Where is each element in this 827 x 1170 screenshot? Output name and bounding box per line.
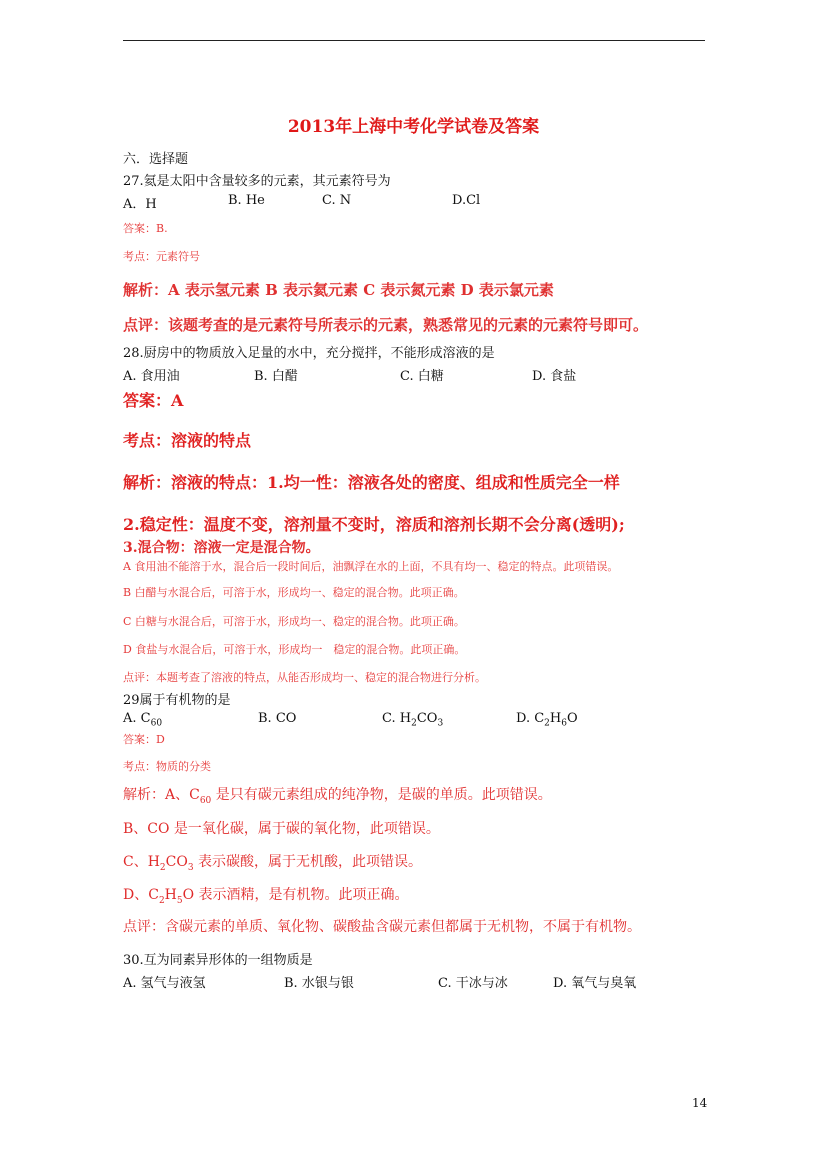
q29-analysis-c: C、$H_2CO_3$ 表示碳酸，属于无机酸，此项错误。: [123, 854, 423, 873]
q29-analysis-d: D、$C_2H_5O$ 表示酒精，是有机物。此项正确。: [123, 887, 409, 906]
q29-option-d: D. $C_2H_6O$: [516, 711, 578, 729]
q30-stem: 30.互为同素异形体的一组物质是: [123, 953, 313, 968]
q29-option-a: A. $C_{60}$: [123, 711, 163, 729]
q28-detail-c: C 白糖与水混合后，可溶于水，形成均一、稳定的混合物。此项正确。: [123, 615, 465, 628]
q28-option-a: A. 食用油: [123, 369, 180, 384]
q28-comment: 点评：本题考查了溶液的特点，从能否形成均一、稳定的混合物进行分析。: [123, 671, 486, 684]
header-rule: [123, 40, 705, 41]
q27-option-b: B. He: [228, 193, 265, 208]
q28-point: 考点：溶液的特点: [123, 431, 252, 450]
q27-point: 考点：元素符号: [123, 250, 200, 263]
q29-point: 考点：物质的分类: [123, 760, 211, 773]
q29-option-b: B. CO: [258, 711, 297, 726]
q29-analysis-b: B、CO 是一氧化碳，属于碳的氧化物，此项错误。: [123, 821, 440, 837]
q28-stem: 28.厨房中的物质放入足量的水中，充分搅拌，不能形成溶液的是: [123, 346, 495, 361]
q30-option-b: B. 水银与银: [284, 976, 354, 991]
q27-analysis: 解析：A 表示氢元素 B 表示氦元素 C 表示氮元素 D 表示氯元素: [123, 281, 554, 299]
q30-option-d: D. 氧气与臭氧: [553, 976, 637, 991]
q29-option-c: C. $H_2CO_3$: [382, 711, 444, 729]
q27-answer: 答案：B.: [123, 222, 168, 235]
q28-option-d: D. 食盐: [532, 369, 577, 384]
q28-analysis-2: 2.稳定性：温度不变，溶剂量不变时，溶质和溶剂长期不会分离(透明);: [123, 515, 625, 534]
q27-comment: 点评：该题考查的是元素符号所表示的元素，熟悉常见的元素的元素符号即可。: [123, 316, 649, 334]
q27-option-a: A．H: [123, 197, 157, 212]
q30-option-c: C. 干冰与冰: [438, 976, 508, 991]
q30-option-a: A. 氢气与液氢: [123, 976, 206, 991]
q28-option-b: B. 白醋: [254, 369, 298, 384]
page-title: 2013年上海中考化学试卷及答案: [287, 117, 540, 137]
q29-stem: 29属于有机物的是: [123, 693, 231, 708]
q27-option-d: D.Cl: [452, 193, 481, 208]
q27-option-c: C. N: [322, 193, 352, 208]
q28-analysis-1: 解析：溶液的特点：1.均一性：溶液各处的密度、组成和性质完全一样: [123, 473, 620, 492]
q27-stem: 27.氦是太阳中含量较多的元素，其元素符号为: [123, 174, 391, 189]
q28-analysis-3: 3.混合物：溶液一定是混合物。: [123, 540, 320, 556]
q28-detail-b: B 白醋与水混合后，可溶于水，形成均一、稳定的混合物。此项正确。: [123, 586, 465, 599]
q29-comment: 点评：含碳元素的单质、氧化物、碳酸盐含碳元素但都属于无机物，不属于有机物。: [123, 919, 641, 935]
q28-option-c: C. 白糖: [400, 369, 444, 384]
q29-analysis-a: 解析：A、$C_{60}$ 是只有碳元素组成的纯净物，是碳的单质。此项错误。: [123, 787, 552, 806]
page-number: 14: [692, 1096, 708, 1110]
q28-detail-a: A 食用油不能溶于水，混合后一段时间后，油飘浮在水的上面，不具有均一、稳定的特点。此项错误。: [123, 560, 619, 573]
q28-answer: 答案：A: [123, 391, 184, 410]
section-heading: 六．选择题: [123, 152, 189, 167]
q28-detail-d: D 食盐与水混合后，可溶于水，形成均一 稳定的混合物。此项正确。: [123, 643, 466, 656]
q29-answer: 答案：D: [123, 733, 165, 746]
